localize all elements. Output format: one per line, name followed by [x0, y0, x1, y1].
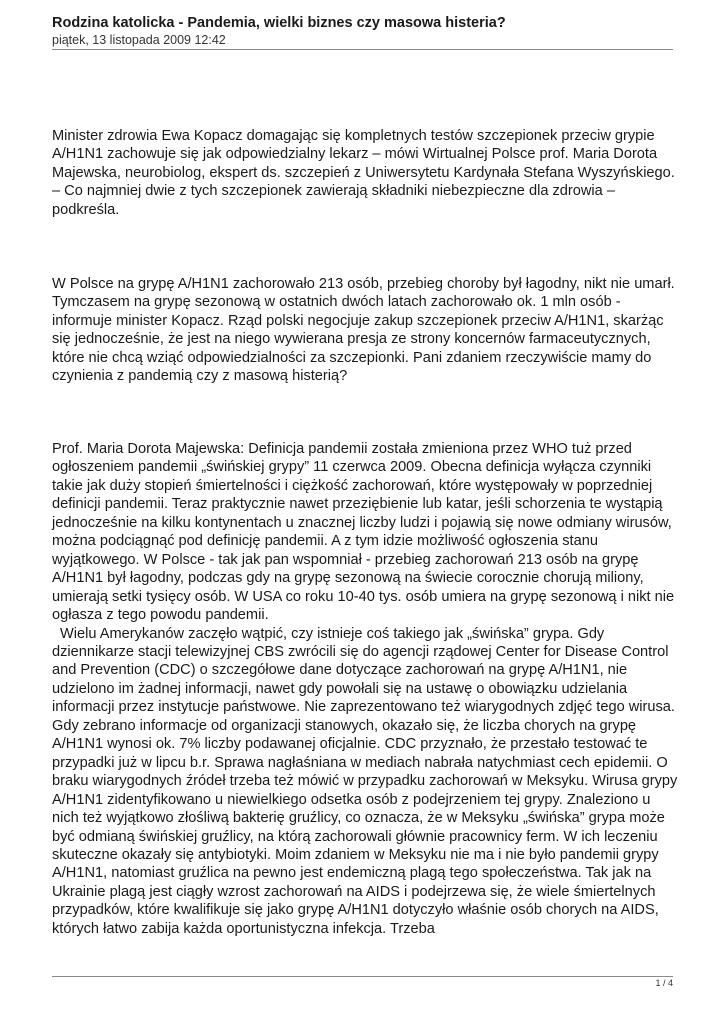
footer-divider: [52, 976, 673, 977]
article-paragraph-intro: [52, 127, 678, 219]
paragraph-text: Prof. Maria Dorota Majewska: Definicja pandemii została zmieniona przez WHO tuż przed ogłoszeniem pandemii „świńskiej grypy” 11 czerwca 2009. Obecna definicja wyłącza czynniki takie jak duży stopień śmiertelności i ciężkość zachorowań, które występowały w poprzedniej definicji pandemii. Teraz praktycznie nawet przeziębienie lub katar, jeśli schorzenia te wystąpią jednocześnie na kilku kontynentach u znacznej liczby ludzi i pojawią się nowe odmiany wirusów, można podciągnąć pod definicję pandemii. A z tym idzie możliwość ogłoszenia stanu wyjątkowego. W Polsce - tak jak pan wspomniał - przebieg zachorowań 213 osób na grypę A/H1N1 był łagodny, podczas gdy na grypę sezonową na świecie corocznie chorują miliony, umierają setki tysięcy osób. W USA co roku 10-40 tys. osób umiera na grypę sezonową i nikt nie ogłasza z tego powodu pandemii.: [52, 441, 675, 624]
page-header: [52, 15, 673, 50]
paragraph-text: Minister zdrowia Ewa Kopacz domagając się kompletnych testów szczepionek przeciw grypie A/H1N1 zachowuje się jak odpowiedzialny lekarz – mówi Wirtualnej Polsce prof. Maria Dorota Majewska, neurobiolog, ekspert ds. szczepień z Uniwersytetu Kardynała Stefana Wyszyńskiego. – Co najmniej dwie z tych szczepionek zawierają składniki niebezpieczne dla zdrowia – podkreśla.: [52, 128, 675, 218]
publication-date: piątek, 13 listopada 2009 12:42: [52, 33, 226, 47]
page-number: 1 / 4: [655, 978, 673, 988]
paragraph-text: Wielu Amerykanów zaczęło wątpić, czy istnieje coś takiego jak „świńska” grypa. Gdy dziennikarze stacji telewizyjnej CBS zwrócili się do agencji rządowej Center for Disease Control and Prevention (CDC) o szczegółowe dane dotyczące zachorowań na grypę A/H1N1, nie udzielono im żadnej informacji, nawet gdy powołali się na ustawę o obowiązku udzielania informacji przez instytucje państwowe. Nie zaprezentowano też wiarygodnych zdjęć tego wirusa. Gdy zebrano informacje od organizacji stanowych, okazało się, że liczba chorych na grypę A/H1N1 wynosi ok. 7% liczby podawanej oficjalnie. CDC przyznało, że przestało testować te przypadki już w lipcu b.r. Sprawa nagłaśniana w mediach nabrała natychmiast cech epidemii. O braku wiarygodnych źródeł trzeba też mówić w przypadku zachorowań w Meksyku. Wirusa grypy A/H1N1 zidentyfikowano u niewielkiego odsetka osób z podejrzeniem tej grypy. Znaleziono u nich też wyjątkowo złośliwą bakterię gruźlicy, co oznacza, że w Meksyku „świńska” grypa może być odmianą świńskiej gruźlicy, na którą zachorowali głównie pracownicy ferm. W ich leczeniu skuteczne okazały się antybiotyki. Moim zdaniem w Meksyku nie ma i nie było pandemii grypy A/H1N1, natomiast gruźlica na pewno jest endemiczną plagą tego społeczeństwa. Tak jak na Ukrainie plagą jest ciągły wzrost zachorowań na AIDS i podejrzewa się, że wiele śmiertelnych przypadków, które kwalifikuje się jako grypę A/H1N1 dotyczyło właśnie osób chorych na AIDS, których łatwo zabija każda oportunistyczna infekcja. Trzeba: [52, 625, 678, 937]
article-paragraph-question: [52, 275, 678, 386]
article-paragraph-answer: [52, 440, 678, 938]
paragraph-text: W Polsce na grypę A/H1N1 zachorowało 213 osób, przebieg choroby był łagodny, nikt nie umarł. Tymczasem na grypę sezonową w ostatnich dwóch latach zachorowało ok. 1 mln osób - informuje minister Kopacz. Rząd polski negocjuje zakup szczepionek przeciw A/H1N1, skarżąc się jednocześnie, że jest na niego wywierana presja ze strony koncernów farmaceutycznych, które nie chcą wziąć odpowiedzialności za szczepionki. Pani zdaniem rzeczywiście mamy do czynienia z pandemią czy z masową histerią?: [52, 276, 675, 385]
document-title: Rodzina katolicka - Pandemia, wielki biznes czy masowa histeria?: [52, 15, 506, 31]
